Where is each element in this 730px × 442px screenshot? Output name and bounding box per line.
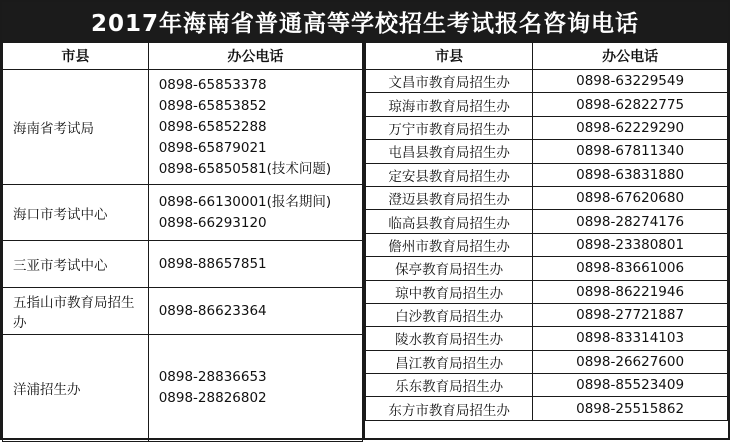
phone-number: 0898-65879021 xyxy=(158,139,267,156)
phone-number: 0898-65853378 xyxy=(158,76,267,93)
agency-name: 临高县教育局招生办 xyxy=(366,210,533,233)
table-row xyxy=(366,140,728,163)
agency-name: 三亚市考试中心 xyxy=(3,241,149,288)
table-row xyxy=(366,163,728,186)
agency-phones xyxy=(148,335,362,442)
phone-number: 0898-86221946 xyxy=(533,280,728,303)
right-table-header-row xyxy=(366,43,728,70)
agency-name: 陵水教育局招生办 xyxy=(366,327,533,350)
table-row xyxy=(3,241,363,288)
table-row xyxy=(366,374,728,397)
left-header-name: 市县 xyxy=(3,43,149,70)
phone-number: 0898-67811340 xyxy=(533,140,728,163)
phone-number: 0898-62822775 xyxy=(533,93,728,116)
phone-number: 0898-83314103 xyxy=(533,327,728,350)
agency-name: 屯昌县教育局招生办 xyxy=(366,140,533,163)
right-table-wrapper xyxy=(365,42,728,440)
phone-number: 0898-62229290 xyxy=(533,116,728,139)
phone-number: 0898-88657851 xyxy=(158,255,267,272)
agency-name: 海口市考试中心 xyxy=(3,185,149,241)
agency-name: 儋州市教育局招生办 xyxy=(366,233,533,256)
agency-phones xyxy=(148,241,362,288)
table-row xyxy=(366,186,728,209)
phone-number: 0898-65850581(技术问题) xyxy=(158,160,332,177)
agency-name: 乐东教育局招生办 xyxy=(366,374,533,397)
table-row xyxy=(366,93,728,116)
agency-name: 澄迈县教育局招生办 xyxy=(366,186,533,209)
left-table xyxy=(2,42,363,442)
phone-number: 0898-26627600 xyxy=(533,350,728,373)
agency-name: 文昌市教育局招生办 xyxy=(366,70,533,93)
table-row xyxy=(366,350,728,373)
phone-number: 0898-27721887 xyxy=(533,303,728,326)
right-header-name: 市县 xyxy=(366,43,533,70)
phone-number: 0898-28274176 xyxy=(533,210,728,233)
agency-name: 白沙教育局招生办 xyxy=(366,303,533,326)
phone-number: 0898-63831880 xyxy=(533,163,728,186)
table-row xyxy=(3,288,363,335)
phone-number: 0898-28826802 xyxy=(158,390,267,406)
left-table-header-row xyxy=(3,43,363,70)
agency-name: 五指山市教育局招生办 xyxy=(3,288,149,335)
left-table-wrapper xyxy=(2,42,365,440)
table-row xyxy=(366,327,728,350)
agency-name: 洋浦招生办 xyxy=(3,335,149,442)
phone-number: 0898-67620680 xyxy=(533,186,728,209)
table-row xyxy=(3,185,363,241)
table-row xyxy=(366,257,728,280)
agency-name: 东方市教育局招生办 xyxy=(366,397,533,420)
table-row xyxy=(3,335,363,442)
phone-number: 0898-23380801 xyxy=(533,233,728,256)
phone-number: 0898-83661006 xyxy=(533,257,728,280)
right-header-phone: 办公电话 xyxy=(533,43,728,70)
table-row xyxy=(366,70,728,93)
table-row xyxy=(3,70,363,185)
phone-number: 0898-66130001(报名期间) xyxy=(158,193,332,210)
phone-number: 0898-66293120 xyxy=(158,214,267,231)
phone-number: 0898-25515862 xyxy=(533,397,728,420)
phone-number: 0898-65853852 xyxy=(158,97,267,114)
agency-name: 保亭教育局招生办 xyxy=(366,257,533,280)
agency-phones xyxy=(148,288,362,335)
table-row xyxy=(366,210,728,233)
phone-number: 0898-63229549 xyxy=(533,70,728,93)
phone-number: 0898-28836653 xyxy=(158,369,267,385)
table-row xyxy=(366,233,728,256)
agency-name: 琼中教育局招生办 xyxy=(366,280,533,303)
agency-name: 定安县教育局招生办 xyxy=(366,163,533,186)
table-row xyxy=(366,280,728,303)
agency-name: 昌江教育局招生办 xyxy=(366,350,533,373)
table-row xyxy=(366,116,728,139)
table-row xyxy=(366,397,728,420)
agency-name: 海南省考试局 xyxy=(3,70,149,185)
agency-name: 琼海市教育局招生办 xyxy=(366,93,533,116)
left-header-phone: 办公电话 xyxy=(148,43,362,70)
page-title: 2017年海南省普通高等学校招生考试报名咨询电话 xyxy=(2,2,728,42)
table-row xyxy=(366,303,728,326)
phone-number: 0898-85523409 xyxy=(533,374,728,397)
agency-name: 万宁市教育局招生办 xyxy=(366,116,533,139)
phone-number: 0898-86623364 xyxy=(158,302,267,319)
tables-container xyxy=(2,42,728,440)
agency-phones xyxy=(148,185,362,241)
phone-number: 0898-65852288 xyxy=(158,118,267,135)
agency-phones xyxy=(148,70,362,185)
right-table xyxy=(365,42,728,421)
